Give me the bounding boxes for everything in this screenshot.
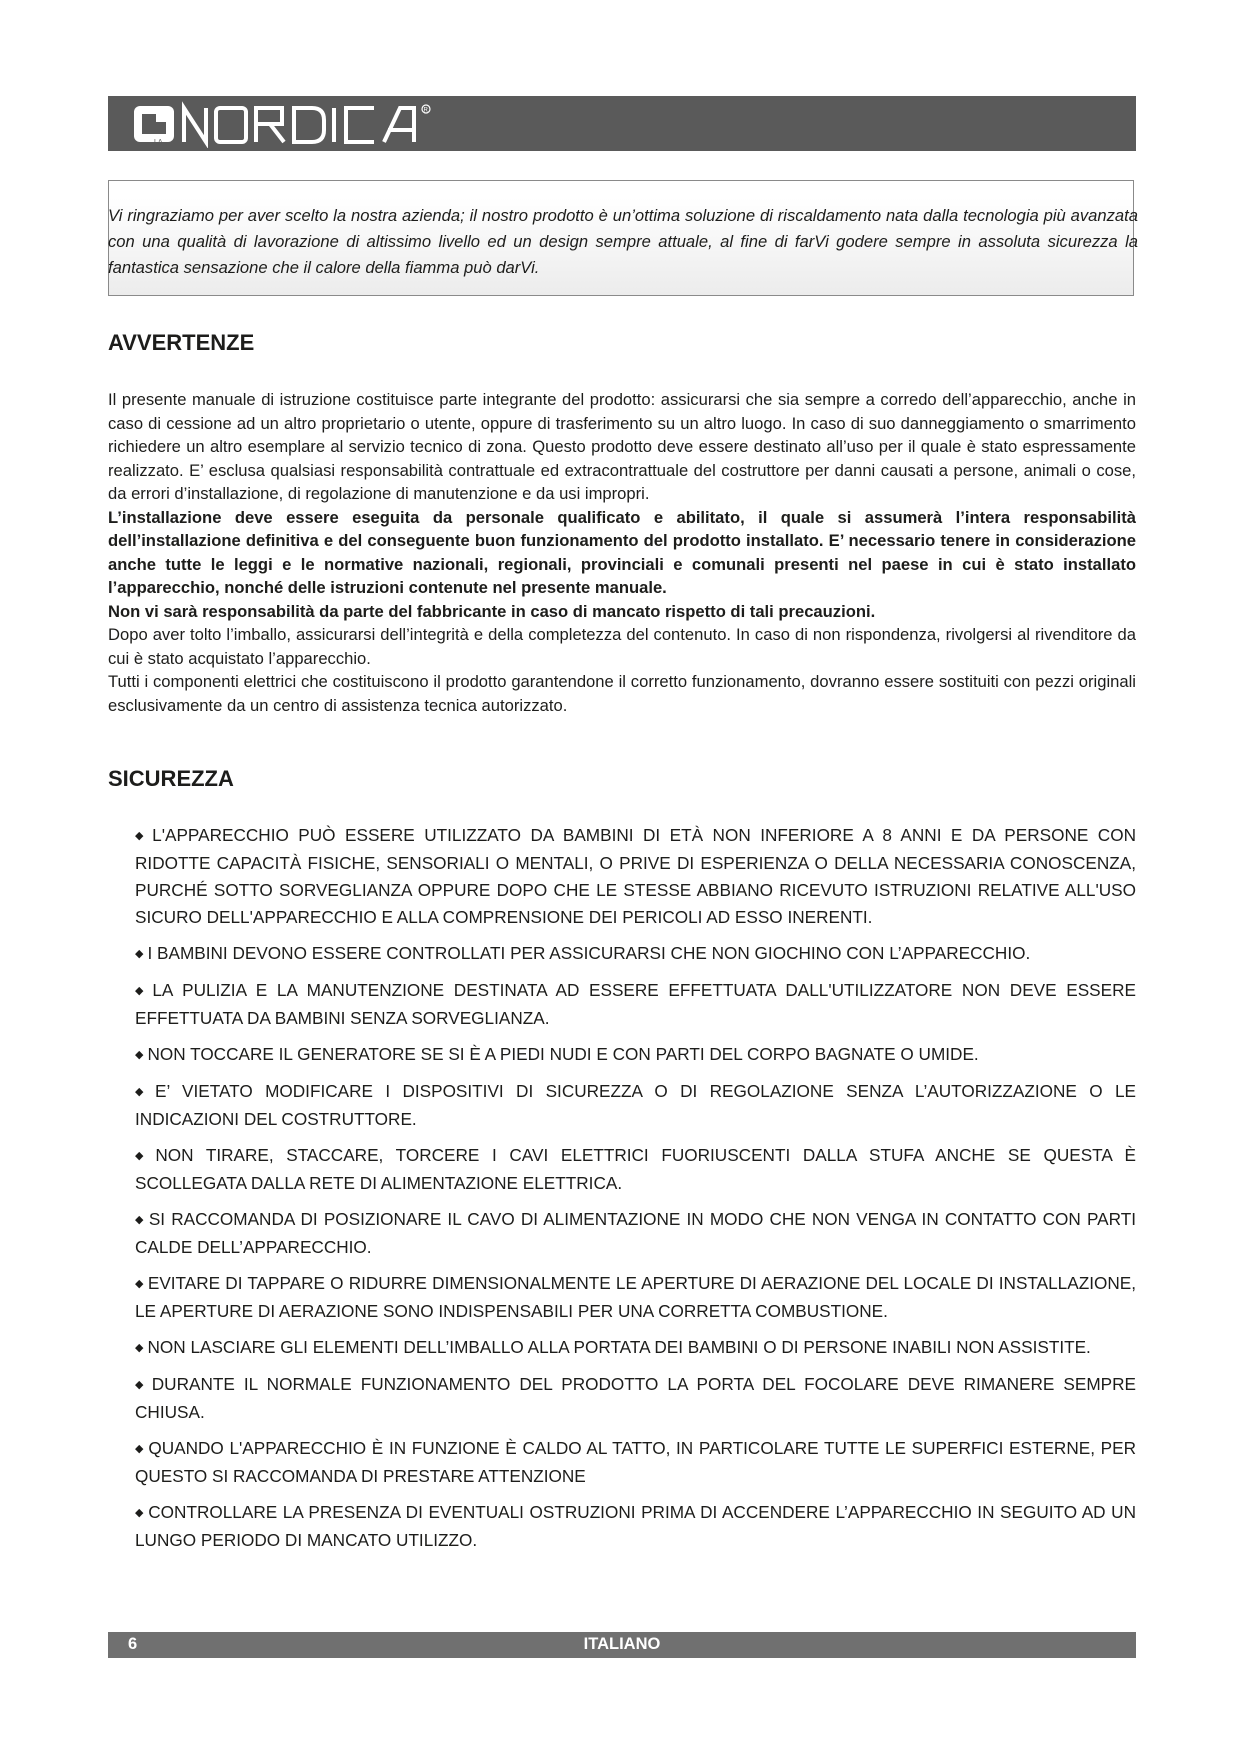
la-nordica-logo-icon bbox=[132, 100, 432, 148]
list-item bbox=[135, 1334, 1136, 1362]
diamond-bullet-icon: ◆ bbox=[135, 1150, 152, 1162]
list-item-text: EVITARE DI TAPPARE O RIDURRE DIMENSIONALMENTE LE APERTURE DI AERAZIONE DEL LOCALE DI INSTALLAZIONE, LE APERTURE DI AERAZIONE SONO INDISPENSABILI PER UNA CORRETTA COMBUSTIONE. bbox=[135, 1273, 1136, 1321]
list-item bbox=[135, 1206, 1136, 1261]
warnings-paragraph: Dopo aver tolto l’imballo, assicurarsi dell’integrità e della completezza del contenuto. In caso di non rispondenza, rivolgersi al rivenditore da cui è stato acquistato l’apparecchio. bbox=[108, 625, 1136, 668]
list-item bbox=[135, 1371, 1136, 1426]
diamond-bullet-icon: ◆ bbox=[135, 1086, 152, 1098]
list-item bbox=[135, 1435, 1136, 1490]
list-item-text: QUANDO L'APPARECCHIO È IN FUNZIONE È CALDO AL TATTO, IN PARTICOLARE TUTTE LE SUPERFICI ESTERNE, PER QUESTO SI RACCOMANDA DI PRESTARE ATTENZIONE bbox=[135, 1438, 1136, 1486]
svg-text:R: R bbox=[423, 107, 428, 114]
warnings-body bbox=[108, 388, 1136, 717]
list-item-text: SI RACCOMANDA DI POSIZIONARE IL CAVO DI ALIMENTAZIONE IN MODO CHE NON VENGA IN CONTATTO CON PARTI CALDE DELL’APPARECCHIO. bbox=[135, 1209, 1136, 1257]
list-item bbox=[135, 1270, 1136, 1325]
warnings-paragraph: Non vi sarà responsabilità da parte del fabbricante in caso di mancato rispetto di tali precauzioni. bbox=[108, 601, 876, 621]
list-item-text: NON LASCIARE GLI ELEMENTI DELL’IMBALLO ALLA PORTATA DEI BAMBINI O DI PERSONE INABILI NON ASSISTITE. bbox=[147, 1337, 1091, 1357]
section-title-safety: SICUREZZA bbox=[108, 766, 234, 791]
list-item bbox=[135, 1041, 1136, 1069]
warnings-paragraph: Tutti i componenti elettrici che costituiscono il prodotto garantendone il corretto funzionamento, dovranno essere sostituiti con pezzi originali esclusivamente da un centro di assistenza tecnica autorizzato. bbox=[108, 672, 1136, 715]
warnings-paragraph: Il presente manuale di istruzione costituisce parte integrante del prodotto: assicurarsi che sia sempre a corredo dell’apparecchio, anche in caso di cessione ad un altro proprietario o utente, oppure di trasferimento su un altro luogo. In caso di suo danneggiamento o smarrimento richiedere un altro esemplare al servizio tecnico di zona. Questo prodotto deve essere destinato all’uso per il quale è stato espressamente realizzato. E’ esclusa qualsiasi responsabilità contrattuale ed extracontrattuale del costruttore per danni causati a persone, animali o cose, da errori d’installazione, di regolazione di manutenzione e da usi impropri. bbox=[108, 390, 1136, 503]
svg-text:LA: LA bbox=[154, 139, 163, 146]
safety-list bbox=[135, 822, 1136, 1563]
diamond-bullet-icon: ◆ bbox=[135, 1278, 144, 1290]
list-item bbox=[135, 1142, 1136, 1197]
diamond-bullet-icon: ◆ bbox=[135, 1049, 144, 1061]
section-title-warnings: AVVERTENZE bbox=[108, 330, 255, 355]
diamond-bullet-icon: ◆ bbox=[135, 1507, 145, 1519]
diamond-bullet-icon: ◆ bbox=[135, 948, 144, 960]
diamond-bullet-icon: ◆ bbox=[135, 985, 149, 997]
list-item bbox=[135, 1078, 1136, 1133]
intro-text: Vi ringraziamo per aver scelto la nostra azienda; il nostro prodotto è un’ottima soluzione di riscaldamento nata dalla tecnologia più avanzata con una qualità di lavorazione di altissimo livello ed un design sempre attuale, al fine di farVi godere sempre in assoluta sicurezza la fantastica sensazione che il calore della fiamma può darVi. bbox=[108, 206, 1138, 277]
page-number: 6 bbox=[128, 1635, 138, 1653]
brand-logo bbox=[132, 100, 432, 148]
warnings-paragraph: L’installazione deve essere eseguita da personale qualificato e abilitato, il quale si assumerà l’intera responsabilità dell’installazione definitiva e del conseguente buon funzionamento del prodotto installato. E’ necessario tenere in considerazione anche tutte le leggi e le normative nazionali, regionali, provinciali e comunali presenti nel paese in cui è stato installato l’apparecchio, nonché delle istruzioni contenute nel presente manuale. bbox=[108, 507, 1136, 597]
diamond-bullet-icon: ◆ bbox=[135, 1379, 148, 1391]
list-item-text: E’ VIETATO MODIFICARE I DISPOSITIVI DI SICUREZZA O DI REGOLAZIONE SENZA L’AUTORIZZAZIONE O LE INDICAZIONI DEL COSTRUTTORE. bbox=[135, 1081, 1136, 1129]
list-item bbox=[135, 1499, 1136, 1554]
diamond-bullet-icon: ◆ bbox=[135, 1443, 145, 1455]
list-item-text: CONTROLLARE LA PRESENZA DI EVENTUALI OSTRUZIONI PRIMA DI ACCENDERE L’APPARECCHIO IN SEGUITO AD UN LUNGO PERIODO DI MANCATO UTILIZZO. bbox=[135, 1502, 1136, 1550]
list-item bbox=[135, 940, 1136, 968]
list-item-text: NON TOCCARE IL GENERATORE SE SI È A PIEDI NUDI E CON PARTI DEL CORPO BAGNATE O UMIDE. bbox=[147, 1044, 979, 1064]
list-item-text: I BAMBINI DEVONO ESSERE CONTROLLATI PER ASSICURARSI CHE NON GIOCHINO CON L’APPARECCHIO. bbox=[147, 943, 1031, 963]
footer-bar bbox=[108, 1632, 1136, 1658]
list-item-text: NON TIRARE, STACCARE, TORCERE I CAVI ELETTRICI FUORIUSCENTI DALLA STUFA ANCHE SE QUESTA È SCOLLEGATA DALLA RETE DI ALIMENTAZIONE ELETTRICA. bbox=[135, 1145, 1136, 1193]
list-item-text: L'APPARECCHIO PUÒ ESSERE UTILIZZATO DA BAMBINI DI ETÀ NON INFERIORE A 8 ANNI E DA PERSONE CON RIDOTTE CAPACITÀ FISICHE, SENSORIALI O MENTALI, O PRIVE DI ESPERIENZA O DELLA NECESSARIA CONOSCENZA, PURCHÉ SOTTO SORVEGLIANZA OPPURE DOPO CHE LE STESSE ABBIANO RICEVUTO ISTRUZIONI RELATIVE ALL'USO SICURO DELL'APPARECCHIO E ALLA COMPRENSIONE DEI PERICOLI AD ESSO INERENTI. bbox=[135, 825, 1136, 927]
diamond-bullet-icon: ◆ bbox=[135, 830, 149, 842]
footer-language: ITALIANO bbox=[583, 1635, 661, 1653]
list-item bbox=[135, 977, 1136, 1032]
list-item-text: LA PULIZIA E LA MANUTENZIONE DESTINATA AD ESSERE EFFETTUATA DALL'UTILIZZATORE NON DEVE ESSERE EFFETTUATA DA BAMBINI SENZA SORVEGLIANZA. bbox=[135, 980, 1136, 1028]
list-item-text: DURANTE IL NORMALE FUNZIONAMENTO DEL PRODOTTO LA PORTA DEL FOCOLARE DEVE RIMANERE SEMPRE CHIUSA. bbox=[135, 1374, 1137, 1422]
diamond-bullet-icon: ◆ bbox=[135, 1214, 145, 1226]
diamond-bullet-icon: ◆ bbox=[135, 1342, 144, 1354]
list-item bbox=[135, 822, 1136, 931]
